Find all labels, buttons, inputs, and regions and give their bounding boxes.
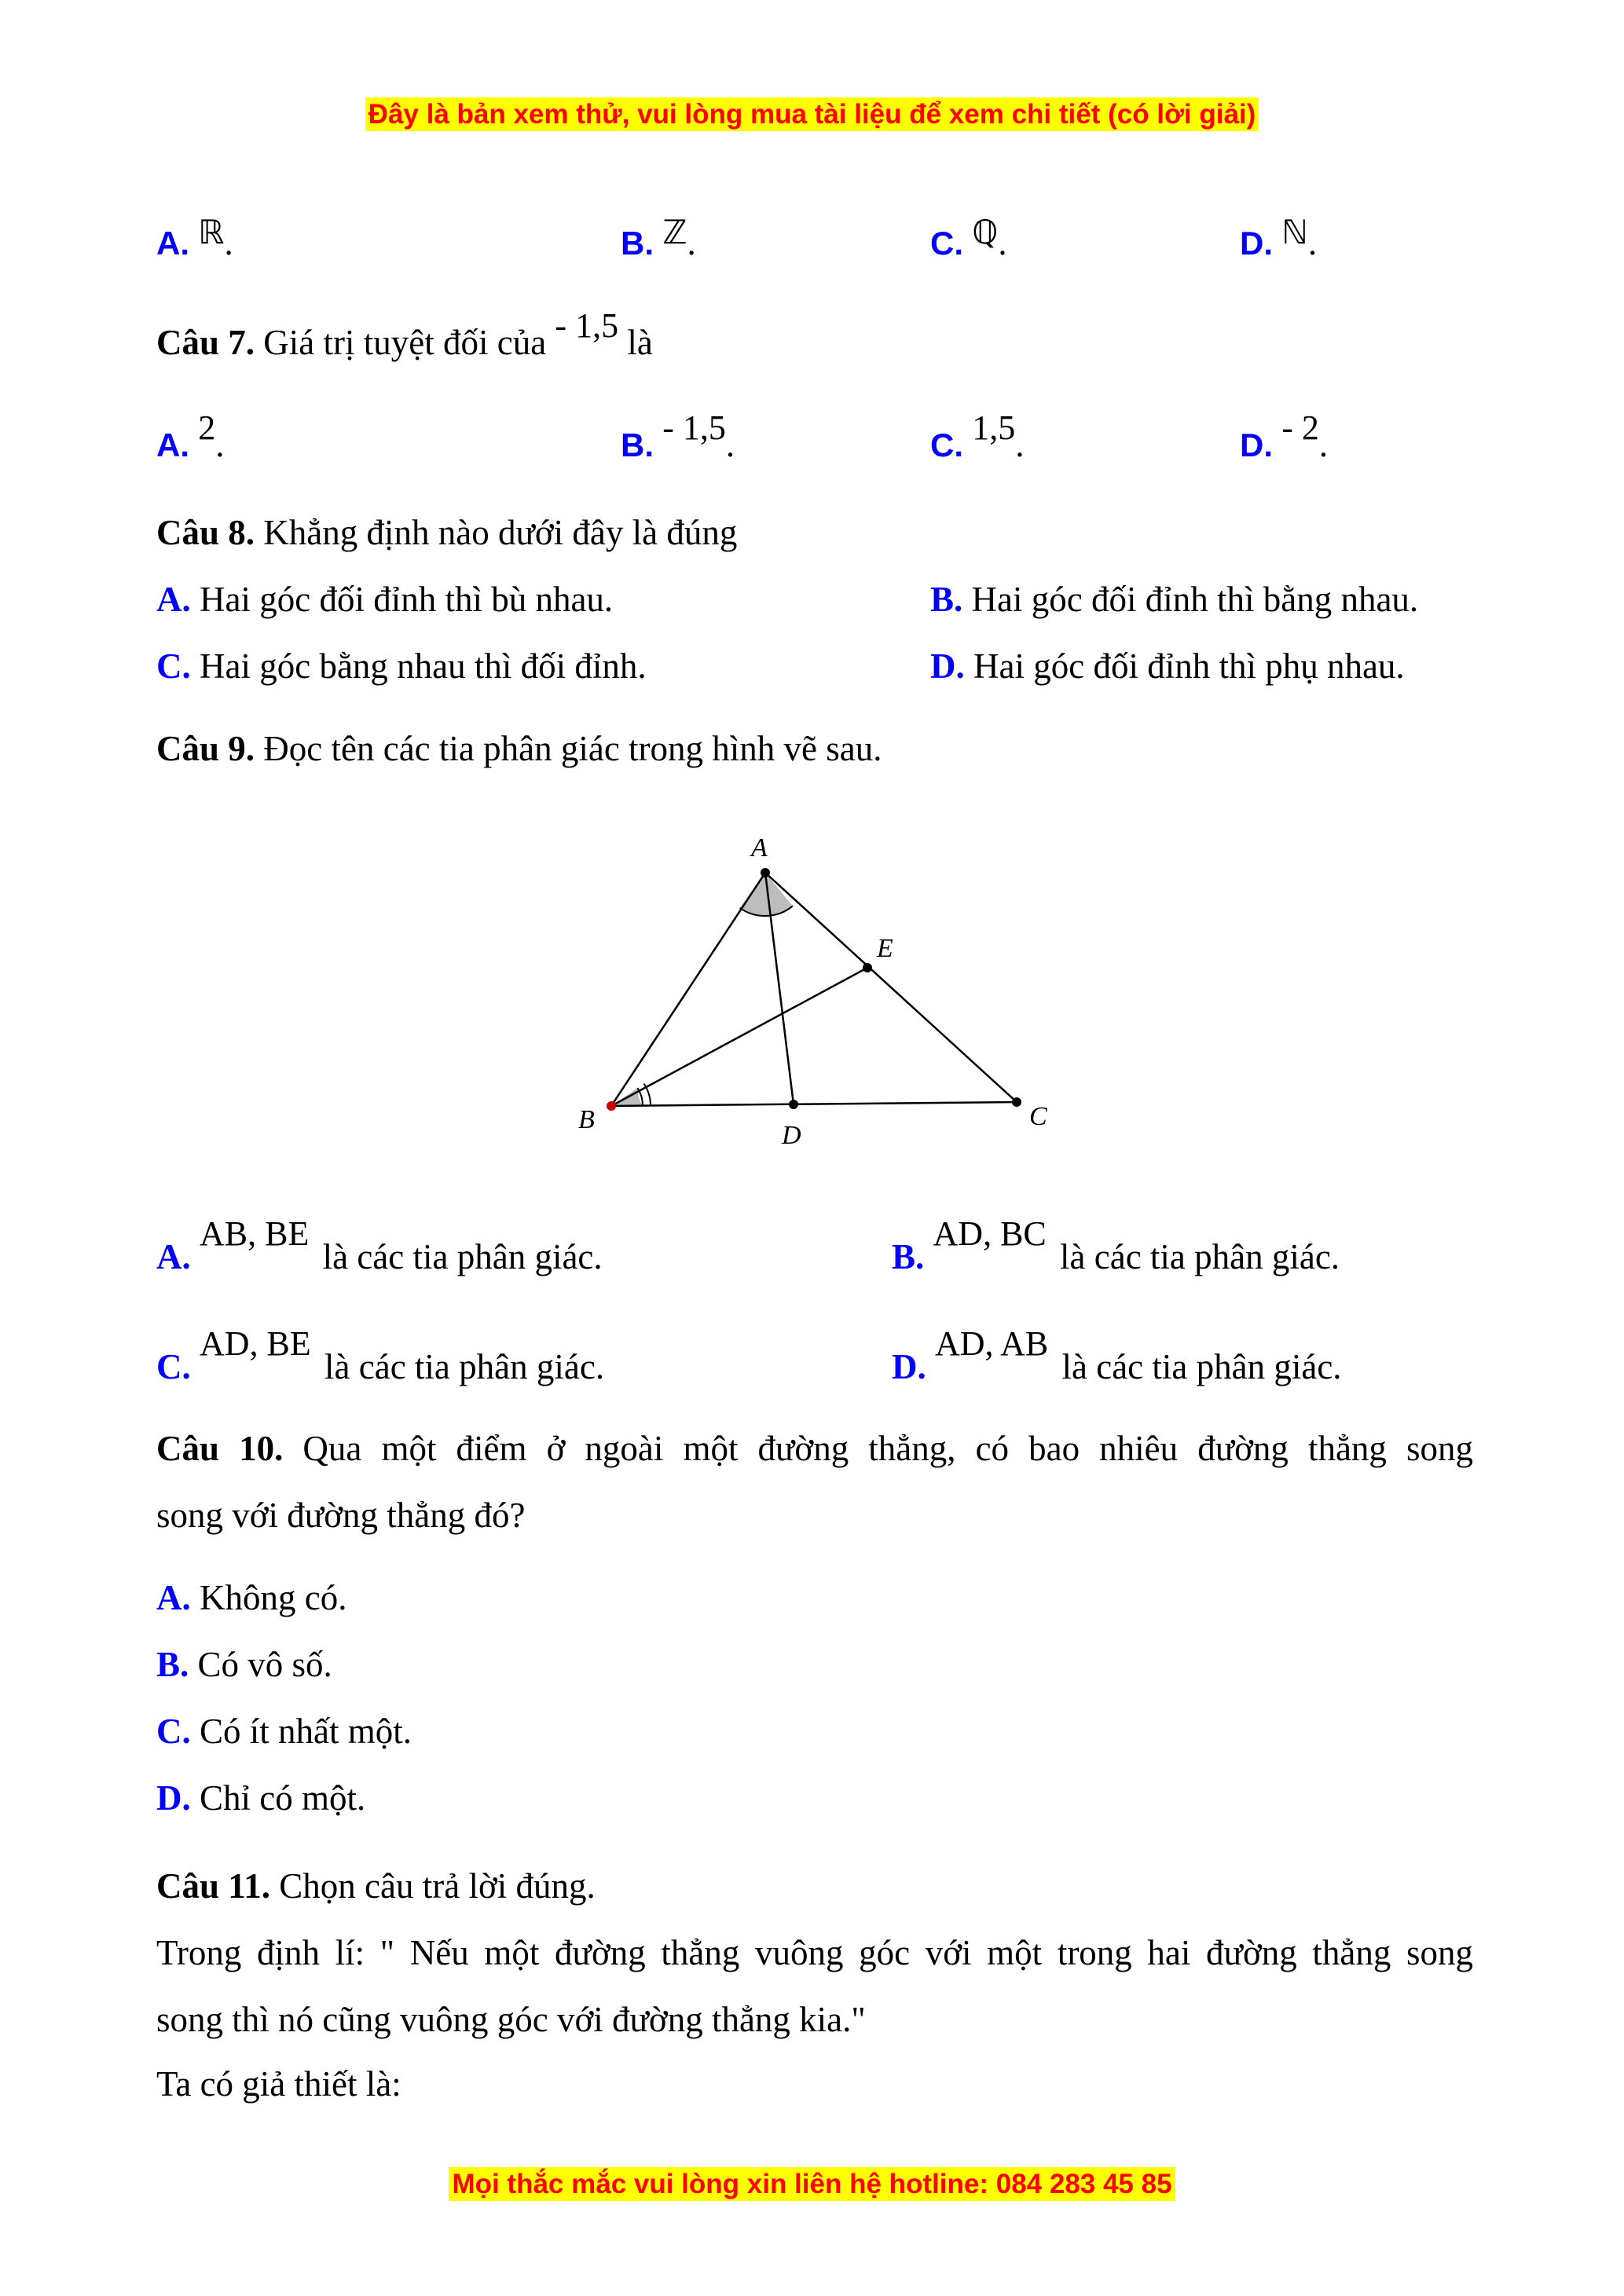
- option-math: AD, BE: [200, 1324, 311, 1363]
- question-number: Câu 10.: [156, 1429, 284, 1468]
- option-label: C.: [156, 1347, 191, 1386]
- option-text: Có vô số.: [197, 1645, 332, 1684]
- option-label: B.: [892, 1237, 925, 1276]
- option-label: B.: [156, 1645, 189, 1684]
- question-number: Câu 9.: [156, 729, 255, 768]
- option-text: Có ít nhất một.: [200, 1712, 412, 1751]
- footer-notice: [0, 2169, 1624, 2200]
- side-ac: [765, 873, 1017, 1102]
- question-text-cont: song với đường thẳng đó?: [156, 1496, 526, 1535]
- option-text: là các tia phân giác.: [1061, 1347, 1342, 1386]
- option-text: Hai góc đối đỉnh thì bằng nhau.: [971, 580, 1419, 619]
- question-number: Câu 11.: [156, 1866, 271, 1906]
- option-label: A.: [156, 1578, 191, 1617]
- option-value: ℚ: [972, 213, 999, 251]
- segment-be: [611, 968, 867, 1106]
- question-text: Đọc tên các tia phân giác trong hình vẽ sau.: [263, 729, 882, 768]
- option-math: AD, BC: [933, 1214, 1047, 1253]
- q11-line1: [156, 1932, 1473, 1973]
- option-label: D.: [1240, 225, 1273, 262]
- option-text: là các tia phân giác.: [324, 1347, 605, 1386]
- q9-option-a: [156, 1214, 603, 1277]
- label-d: D: [782, 1121, 801, 1150]
- option-text: Chỉ có một.: [200, 1778, 366, 1818]
- option-text: Hai góc đối đỉnh thì phụ nhau.: [973, 646, 1405, 686]
- question-text: Giá trị tuyệt đối của: [263, 323, 547, 362]
- option-label: A.: [156, 225, 189, 262]
- q11-line2: [156, 1999, 866, 2040]
- option-value: ℕ: [1281, 213, 1308, 251]
- label-b: B: [578, 1105, 595, 1134]
- question-text: Qua một điểm ở ngoài một đường thẳng, có bao nhiêu đường thẳng song: [302, 1429, 1473, 1468]
- option-label: B.: [930, 580, 963, 619]
- point-d: [789, 1100, 798, 1109]
- option-label: C.: [156, 646, 191, 686]
- label-c: C: [1029, 1102, 1047, 1131]
- q9-option-c: [156, 1324, 605, 1387]
- option-text: Không có.: [200, 1578, 347, 1617]
- option-end: .: [725, 425, 735, 464]
- q9-option-b: [892, 1214, 1340, 1277]
- option-label: C.: [930, 225, 963, 262]
- option-label: B.: [621, 427, 654, 463]
- option-end: .: [998, 223, 1007, 262]
- q10-question-line2: [156, 1495, 525, 1536]
- q11-line3: [156, 2063, 401, 2104]
- q10-question-line1: [156, 1428, 1473, 1469]
- option-end: .: [1307, 223, 1318, 262]
- point-e: [863, 963, 872, 972]
- hypothesis-prompt: Ta có giả thiết là:: [156, 2064, 401, 2104]
- header-notice-text: Đây là bản xem thử, vui lòng mua tài liệu để xem chi tiết (có lời giải): [365, 97, 1259, 131]
- side-bc: [611, 1102, 1017, 1106]
- question-number: Câu 8.: [156, 513, 255, 552]
- theorem-text-cont: song thì nó cũng vuông góc với đường thẳng kia.": [156, 2000, 866, 2039]
- option-value: - 1,5: [662, 408, 726, 447]
- option-label: B.: [621, 225, 654, 262]
- option-end: .: [224, 223, 233, 262]
- q10-option-c: [156, 1711, 412, 1752]
- option-value: 2: [198, 408, 216, 447]
- point-b: [607, 1101, 616, 1111]
- option-label: A.: [156, 580, 191, 619]
- question-math: - 1,5: [555, 306, 619, 345]
- option-label: D.: [892, 1347, 926, 1386]
- theorem-text: Trong định lí: " Nếu một đường thẳng vuông góc với một trong hai đường thẳng song: [156, 1933, 1473, 1972]
- option-label: D.: [930, 646, 965, 686]
- question-text-end: là: [627, 323, 653, 362]
- option-value: - 2: [1281, 408, 1319, 447]
- side-ab: [611, 873, 765, 1106]
- q11-question: [156, 1866, 596, 1906]
- option-label: A.: [156, 427, 189, 463]
- option-end: .: [215, 425, 225, 464]
- option-label: C.: [156, 1712, 191, 1751]
- option-value: 1,5: [972, 408, 1016, 447]
- option-text: là các tia phân giác.: [1060, 1237, 1340, 1276]
- q10-option-b: [156, 1644, 332, 1685]
- point-a: [761, 868, 770, 877]
- option-value: ℝ: [198, 213, 225, 251]
- point-c: [1012, 1097, 1021, 1107]
- label-e: E: [877, 934, 893, 963]
- option-text: là các tia phân giác.: [322, 1237, 603, 1276]
- option-text: Hai góc đối đỉnh thì bù nhau.: [200, 580, 614, 619]
- option-math: AD, AB: [935, 1324, 1049, 1363]
- question-number: Câu 7.: [156, 323, 255, 362]
- option-label: D.: [156, 1778, 191, 1818]
- option-label: C.: [930, 427, 963, 463]
- option-end: .: [1318, 425, 1329, 464]
- option-value: ℤ: [662, 213, 687, 251]
- question-text: Khẳng định nào dưới đây là đúng: [263, 513, 738, 552]
- label-a: A: [751, 833, 768, 862]
- option-end: .: [687, 223, 696, 262]
- q10-option-d: [156, 1778, 365, 1818]
- footer-notice-text: Mọi thắc mắc vui lòng xin liên hệ hotline: 084 283 45 85: [449, 2167, 1175, 2201]
- option-end: .: [1015, 425, 1025, 464]
- option-text: Hai góc bằng nhau thì đối đỉnh.: [200, 646, 647, 686]
- option-math: AB, BE: [200, 1214, 310, 1253]
- q9-option-d: [892, 1324, 1342, 1387]
- q10-option-a: [156, 1577, 346, 1618]
- question-text: Chọn câu trả lời đúng.: [279, 1866, 596, 1906]
- option-label: D.: [1240, 427, 1273, 463]
- option-label: A.: [156, 1237, 191, 1276]
